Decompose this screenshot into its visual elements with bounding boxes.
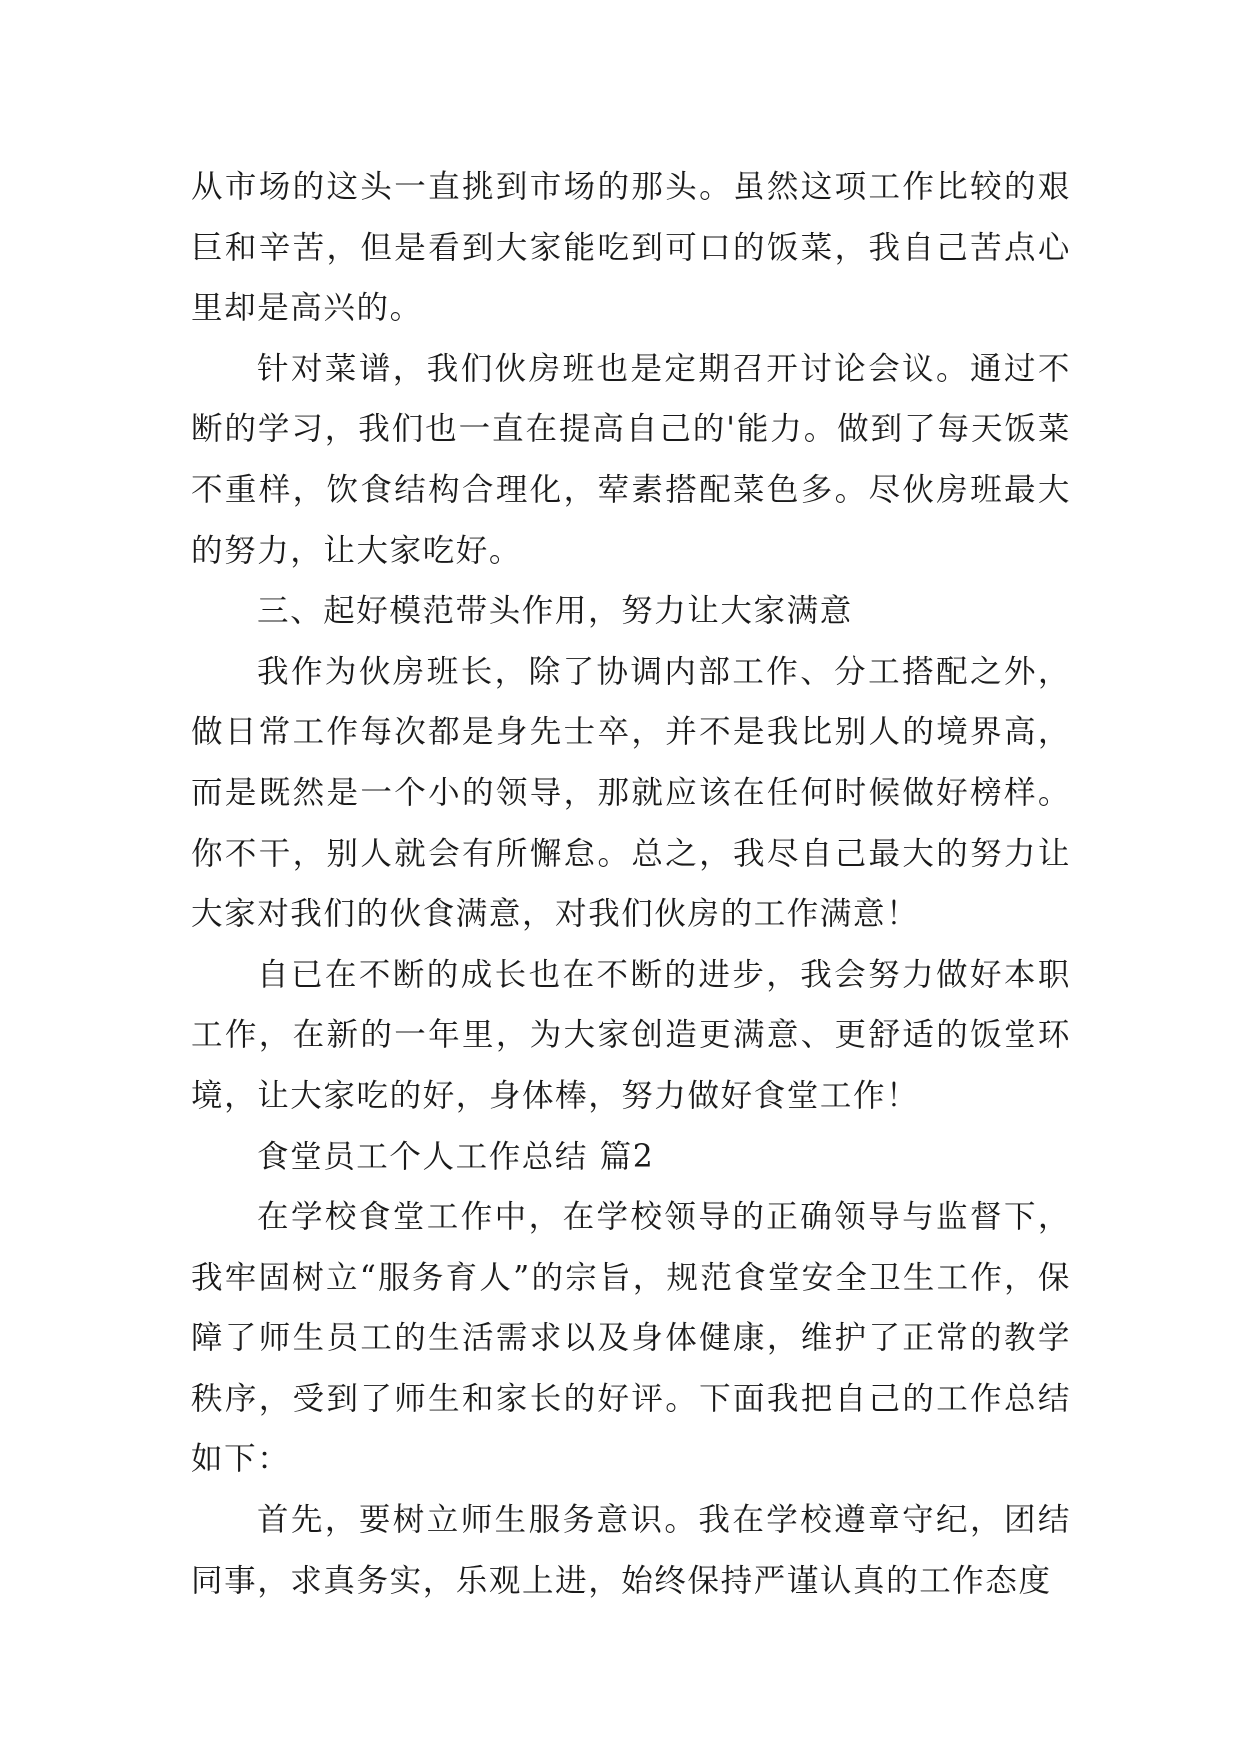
document-body <box>191 157 1071 1611</box>
paragraph-first-point: 首先，要树立师生服务意识。我在学校遵章守纪，团结同事，求真务实，乐观上进，始终保持严谨认真的工作态度 <box>191 1502 1071 1599</box>
article-title-part-2: 食堂员工个人工作总结 篇2 <box>257 1138 655 1175</box>
section-heading-three: 三、起好模范带头作用，努力让大家满意 <box>257 593 853 630</box>
paragraph-intro-part-2: 在学校食堂工作中，在学校领导的正确领导与监督下，我牢固树立“服务育人”的宗旨，规范食堂安全卫生工作，保障了师生员工的生活需求以及身体健康，维护了正常的教学秩序，受到了师生和家长的好评。下面我把自己的工作总结如下： <box>191 1199 1071 1478</box>
paragraph-closing: 自已在不断的成长也在不断的进步，我会努力做好本职工作，在新的一年里，为大家创造更满意、更舒适的饭堂环境，让大家吃的好，身体棒，努力做好食堂工作！ <box>191 956 1071 1114</box>
paragraph-continuation: 从市场的这头一直挑到市场的那头。虽然这项工作比较的艰巨和辛苦，但是看到大家能吃到可口的饭菜，我自己苦点心里却是高兴的。 <box>191 169 1071 327</box>
paragraph-menu: 针对菜谱，我们伙房班也是定期召开讨论会议。通过不断的学习，我们也一直在提高自己的'能力。做到了每天饭菜不重样，饮食结构合理化，荤素搭配菜色多。尽伙房班最大的努力，让大家吃好。 <box>191 350 1071 569</box>
paragraph-leadership: 我作为伙房班长，除了协调内部工作、分工搭配之外，做日常工作每次都是身先士卒，并不是我比别人的境界高，而是既然是一个小的领导，那就应该在任何时候做好榜样。你不干，别人就会有所懈怠。总之，我尽自己最大的努力让大家对我们的伙食满意，对我们伙房的工作满意！ <box>191 653 1071 933</box>
